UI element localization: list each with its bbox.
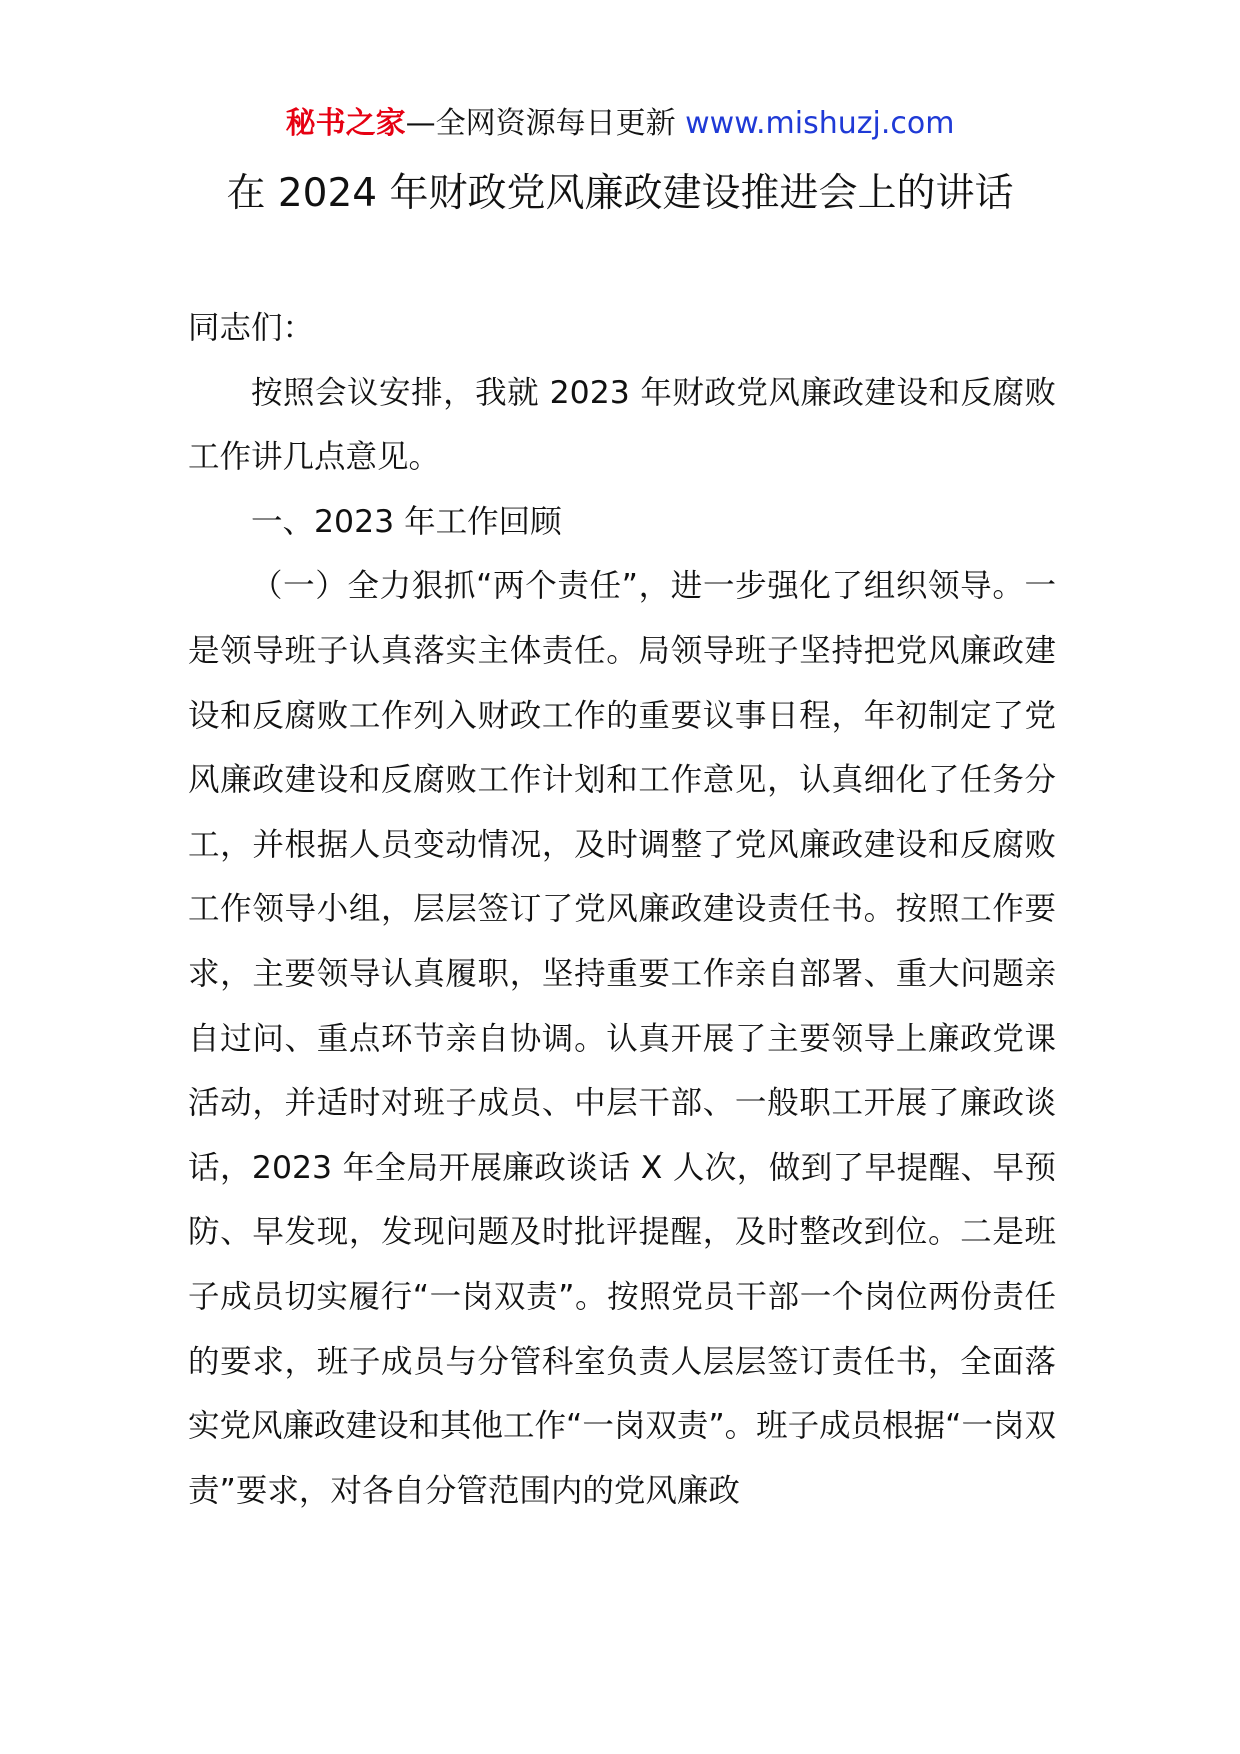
brand-tagline: —全网资源每日更新 [405,106,676,141]
section-heading: 一、2023 年工作回顾 [251,503,562,540]
site-header [0,104,1240,144]
document-body [188,296,1056,1523]
brand-name: 秘书之家 [285,106,406,141]
site-url[interactable]: www.mishuzj.com [685,106,955,141]
salutation: 同志们： [188,310,315,346]
body-paragraph: （一）全力狠抓“两个责任”，进一步强化了组织领导。一是领导班子认真落实主体责任。局领导班子坚持把党风廉政建设和反腐败工作列入财政工作的重要议事日程，年初制定了党风廉政建设和反腐败工作计划和工作意见，认真细化了任务分工，并根据人员变动情况，及时调整了党风廉政建设和反腐败工作领导小组，层层签订了党风廉政建设责任书。按照工作要求，主要领导认真履职，坚持重要工作亲自部署、重大问题亲自过问、重点环节亲自协调。认真开展了主要领导上廉政党课活动，并适时对班子成员、中层干部、一般职工开展了廉政谈话，2023 年全局开展廉政谈话 X 人次，做到了早提醒、早预防、早发现，发现问题及时批评提醒，及时整改到位。二是班子成员切实履行“一岗双责”。按照党员干部一个岗位两份责任的要求，班子成员与分管科室负责人层层签订责任书，全面落实党风廉政建设和其他工作“一岗双责”。班子成员根据“一岗双责”要求，对各自分管范围内的党风廉政 [188,568,1056,1509]
document-title: 在 2024 年财政党风廉政建设推进会上的讲话 [226,171,1014,216]
intro-paragraph: 按照会议安排，我就 2023 年财政党风廉政建设和反腐败工作讲几点意见。 [188,374,1056,476]
